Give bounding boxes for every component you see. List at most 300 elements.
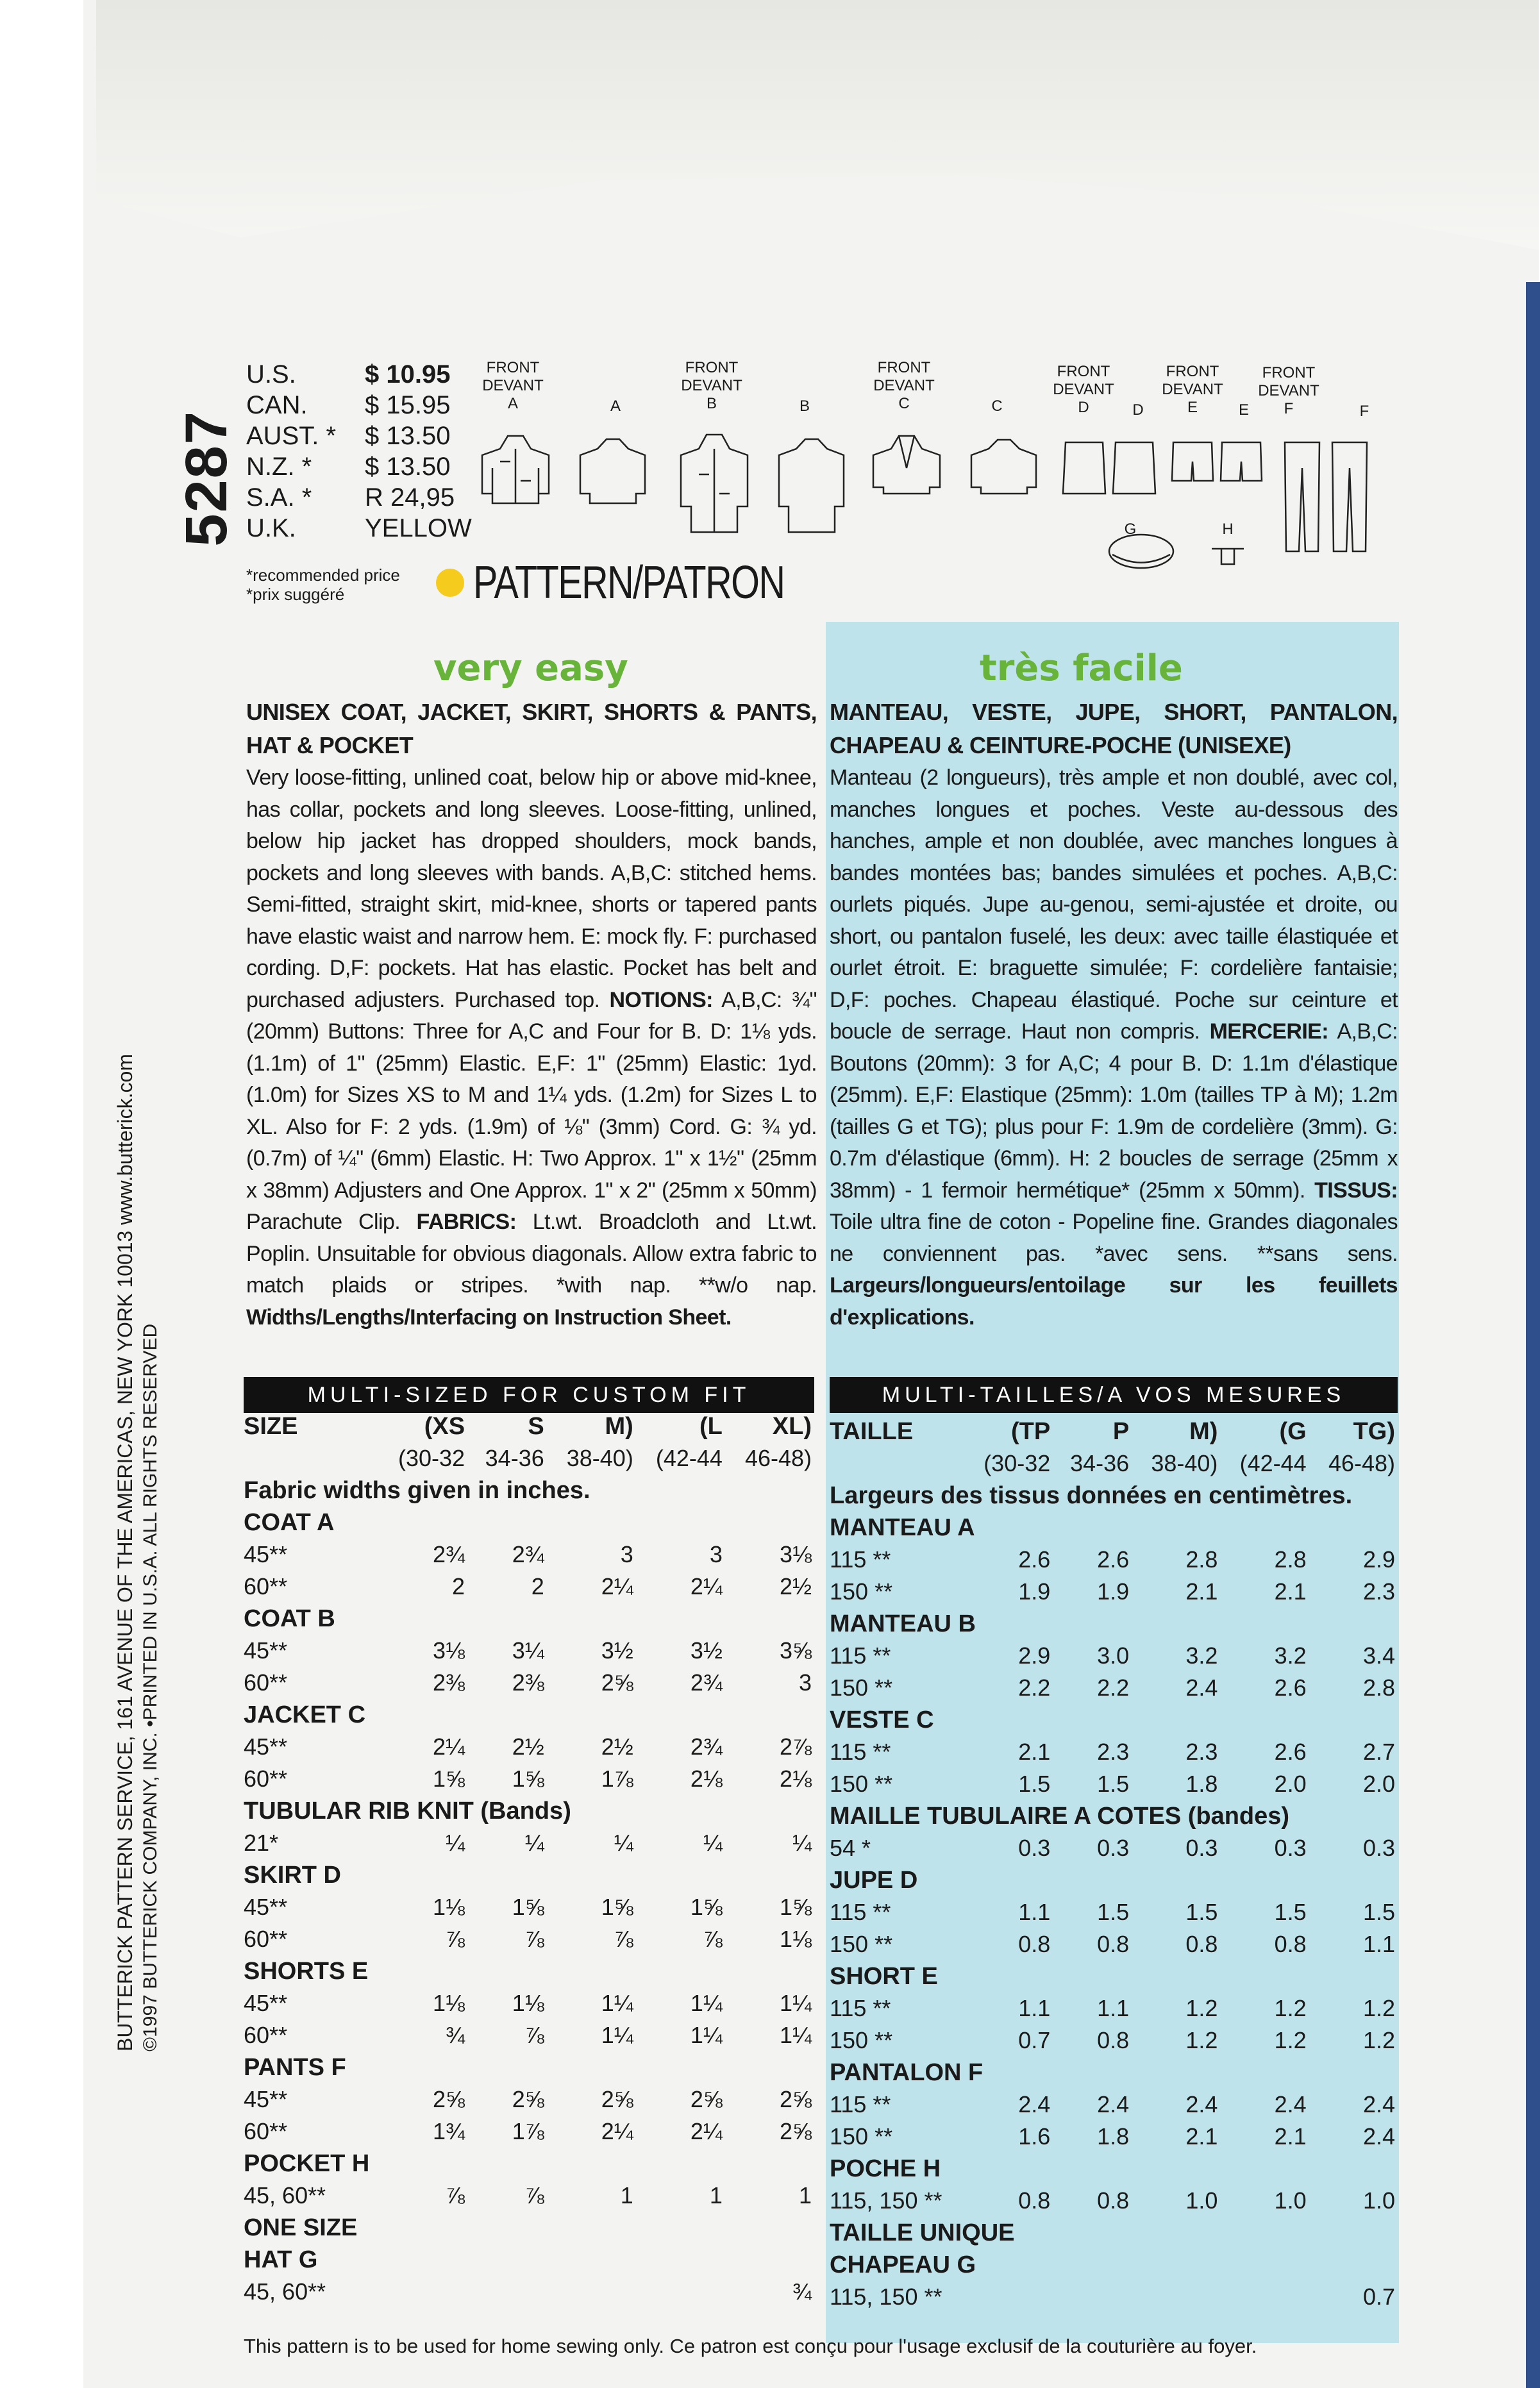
fabric-width: 45, 60**	[244, 2182, 326, 2208]
price-country: U.K.	[246, 514, 296, 542]
yardage-row	[244, 2019, 814, 2051]
yardage-value: 0.8	[1018, 2187, 1051, 2214]
yardage-value: 2.3	[1097, 1739, 1130, 1765]
yardage-value: 2.6	[1274, 1674, 1307, 1701]
fabric-width: 150 **	[830, 1578, 893, 1605]
skirt-d-front-icon	[1063, 442, 1105, 494]
view-label	[1326, 403, 1403, 421]
view-letter: E	[1187, 399, 1198, 416]
garment-group-row	[244, 1859, 814, 1891]
fabric-width: 45**	[244, 1894, 288, 1920]
yardage-value: 2⅝	[779, 2086, 812, 2112]
measure-cell: 46-48)	[744, 1445, 812, 1471]
description-en	[246, 696, 817, 1333]
garment-group-row	[830, 1800, 1398, 1832]
yardage-value	[547, 2276, 636, 2308]
yardage-value: 1.9	[1097, 1578, 1130, 1605]
yardage-value: 3.0	[1097, 1642, 1130, 1669]
yardage-value: 2¼	[601, 1573, 633, 1599]
view-label	[577, 397, 654, 415]
fabric-width: 60**	[244, 2118, 288, 2144]
yardage-value	[964, 2281, 1053, 2313]
view-label	[673, 359, 750, 413]
price-row	[246, 451, 472, 482]
yardage-row	[244, 1635, 814, 1667]
instructions-note-en: Widths/Lengths/Interfacing on Instruction Sheet.	[246, 1305, 732, 1330]
yardage-value: 2⅞	[779, 1733, 812, 1760]
yardage-row	[244, 1763, 814, 1795]
price-value: $ 15.95	[365, 391, 451, 419]
yardage-value	[636, 2276, 725, 2308]
yardage-row	[830, 1896, 1398, 1928]
yardage-value: 1¼	[690, 2022, 723, 2048]
yardage-value: 1.0	[1362, 2187, 1395, 2214]
yardage-row	[830, 1672, 1398, 1704]
notions-label-fr: MERCERIE:	[1209, 1019, 1328, 1044]
pocket-h-icon	[1212, 549, 1244, 564]
coat-b-front-icon	[681, 435, 748, 532]
yardage-value: 2.3	[1362, 1578, 1395, 1605]
garment-group-row	[830, 2153, 1398, 2185]
view-label	[866, 359, 942, 413]
fabric-width: 60**	[244, 1766, 288, 1792]
view-front-word: FRONT	[877, 359, 931, 376]
yardage-value: ¼	[524, 1830, 544, 1856]
publisher-info	[112, 372, 163, 2051]
yardage-value: ⅞	[524, 2182, 544, 2208]
yardage-row	[244, 1923, 814, 1955]
yardage-value: 1.5	[1185, 1899, 1218, 1925]
fabric-width: 60**	[244, 2022, 288, 2048]
yardage-value: 0.8	[1097, 1931, 1130, 1957]
yardage-value: 1.6	[1018, 2123, 1051, 2150]
yardage-value: 2.6	[1274, 1739, 1307, 1765]
price-row	[246, 359, 472, 390]
yardage-row	[244, 1571, 814, 1603]
fabric-width: 45**	[244, 1733, 288, 1760]
yardage-value: 3⅝	[779, 1637, 812, 1664]
yardage-value: 1¼	[601, 1990, 633, 2016]
yardage-value: 2.4	[1185, 2091, 1218, 2117]
notions-fr: A,B,C: Boutons (20mm): 3 for A,C; 4 pour B. D: 1.1m d'élastique (25mm). E,F: Elastique (25mm): 1.0m (tailles TP à M); 1.2m (tailles G et TG); plus pour F: 1.9m de cordelière (3mm). G: 0.7m d'élastique (6mm). H: 2 boucles de serrage (25mm x 38mm) - 1 fermoir hermétique* (25mm x 50mm).	[830, 1019, 1398, 1203]
size-cell: P	[1112, 1418, 1130, 1445]
fabrics-fr: Toile ultra fine de coton - Popeline fine. Grandes diagonales ne conviennent pas. *avec sens. **sans sens.	[830, 1210, 1398, 1266]
yardage-row	[830, 2025, 1398, 2057]
yardage-value: ¼	[703, 1830, 723, 1856]
view-label	[474, 359, 551, 413]
yardage-value: 1⅝	[601, 1894, 633, 1920]
yardage-value: 0.8	[1018, 1931, 1051, 1957]
view-letter: G	[1124, 521, 1137, 538]
yardage-value: 3½	[601, 1637, 633, 1664]
yardage-value: 2.1	[1185, 2123, 1218, 2150]
yardage-value: 0.7	[1362, 2284, 1395, 2310]
fabric-width: 150 **	[830, 2027, 893, 2053]
yardage-chart-fr	[830, 1415, 1398, 2313]
yardage-value: 1.2	[1362, 1995, 1395, 2021]
garment-name: HAT G	[244, 2246, 318, 2273]
yardage-value: 2¼	[690, 1573, 723, 1599]
garment-group-row	[244, 1507, 814, 1539]
yardage-value: 1¼	[690, 1990, 723, 2016]
coat-a-back-icon	[580, 439, 645, 503]
garment-group-row	[244, 1603, 814, 1635]
price-value: $ 13.50	[365, 422, 451, 450]
pants-f-back-icon	[1332, 442, 1367, 551]
yardage-value: 1.1	[1018, 1899, 1051, 1925]
yardage-row	[830, 1992, 1398, 2025]
garment-name: POCHE H	[830, 2155, 941, 2182]
view-letter: E	[1238, 401, 1249, 419]
yardage-value: 2⅛	[690, 1766, 723, 1792]
price-row	[246, 513, 472, 544]
yardage-value: 3⅛	[433, 1637, 465, 1664]
fabric-width: 150 **	[830, 1931, 893, 1957]
yardage-value: 1⅛	[779, 1926, 812, 1952]
size-cell: (G	[1279, 1418, 1307, 1445]
fabric-width: 45**	[244, 1990, 288, 2016]
measure-cell: (42-44	[1239, 1450, 1307, 1476]
yardage-value: 1.5	[1018, 1771, 1051, 1797]
price-value: $ 13.50	[365, 453, 451, 481]
garment-name: COAT B	[244, 1605, 335, 1632]
yardage-value: 2½	[601, 1733, 633, 1760]
fabric-width: 45, 60**	[244, 2278, 326, 2305]
yardage-value: 2.0	[1274, 1771, 1307, 1797]
measure-cell: (30-32	[398, 1445, 465, 1471]
yardage-value: 2.6	[1018, 1546, 1051, 1573]
yardage-value: 1⅝	[690, 1894, 723, 1920]
view-front-word: DEVANT	[482, 377, 544, 394]
yardage-row	[244, 2180, 814, 2212]
yardage-value: 1.2	[1362, 2027, 1395, 2053]
yardage-value: 3	[798, 1669, 812, 1696]
yardage-value: 2.1	[1185, 1578, 1218, 1605]
yardage-value	[1053, 2281, 1132, 2313]
fabric-width: 54 *	[830, 1835, 871, 1861]
measure-cell: 38-40)	[566, 1445, 633, 1471]
description-title-en: UNISEX COAT, JACKET, SKIRT, SHORTS & PANTS, HAT & POCKET	[246, 699, 817, 758]
garment-name: JACKET C	[244, 1701, 366, 1728]
size-cell: TG)	[1353, 1418, 1395, 1445]
description-body-fr: Manteau (2 longueurs), très ample et non doublé, avec col, manches longues et poches. Veste au-dessous des hanches, ample et non doublée, avec manches longues à bandes montées bas; bandes simulées et poches. A,B,C: ourlets piqués. Jupe au-genou, semi-ajustée et droite, ou short, ou pantalon fuselé, les deux: avec taille élastiquée et ourlet étroit. E: braguette simulée; F: cordelière fantaisie; D,F: poches. Chapeau élastiqué. Poche sur ceinture et boucle de serrage. Haut non compris.	[830, 765, 1398, 1044]
garment-group-row	[244, 1795, 814, 1827]
garment-name: MAILLE TUBULAIRE A COTES (bandes)	[830, 1803, 1290, 1830]
yardage-value: ¼	[446, 1830, 465, 1856]
width-note: Largeurs des tissus données en centimètres.	[830, 1482, 1353, 1509]
garment-name: TAILLE UNIQUE	[830, 2219, 1015, 2246]
yardage-value: 2¼	[690, 2118, 723, 2144]
yardage-row	[830, 2281, 1398, 2313]
hat-g-icon	[1109, 535, 1173, 568]
publisher-address: BUTTERICK PATTERN SERVICE, 161 AVENUE OF THE AMERICAS, NEW YORK 10013 www.butterick.com	[113, 1054, 137, 2051]
garment-group-row	[830, 1864, 1398, 1896]
yardage-value: 1.0	[1274, 2187, 1307, 2214]
fabric-width: 60**	[244, 1926, 288, 1952]
measure-spacer	[830, 1448, 964, 1480]
fabric-width: 45**	[244, 1637, 288, 1664]
garment-name: MANTEAU B	[830, 1610, 976, 1637]
measure-row	[244, 1442, 814, 1474]
fabric-width: 150 **	[830, 2123, 893, 2150]
yardage-value: 1⅝	[512, 1894, 544, 1920]
yardage-value: 2.7	[1362, 1739, 1395, 1765]
fabric-width: 115 **	[830, 2091, 891, 2117]
yardage-value: 1.8	[1097, 2123, 1130, 2150]
size-cell: M)	[605, 1413, 633, 1440]
skirt-d-back-icon	[1113, 442, 1155, 494]
yardage-row	[830, 1576, 1398, 1608]
yardage-row	[244, 2276, 814, 2308]
garment-group-row	[244, 2244, 814, 2276]
yardage-value: 1¼	[779, 2022, 812, 2048]
difficulty-heading-fr: très facile	[980, 647, 1183, 689]
size-cell: (XS	[424, 1413, 465, 1440]
yardage-value: 2⅝	[690, 2086, 723, 2112]
yardage-value: 2.2	[1018, 1674, 1051, 1701]
price-country: S.A. *	[246, 483, 312, 512]
measure-cell: (30-32	[983, 1450, 1051, 1476]
view-front-word: DEVANT	[873, 377, 935, 394]
yardage-value: 2.4	[1362, 2091, 1395, 2117]
chart-bar-fr: MULTI-TAILLES/A VOS MESURES	[830, 1377, 1398, 1413]
shorts-e-front-icon	[1172, 442, 1213, 481]
yardage-value: 0.8	[1097, 2027, 1130, 2053]
width-note-row	[244, 1474, 814, 1507]
yardage-row	[830, 2089, 1398, 2121]
garment-group-row	[830, 2249, 1398, 2281]
yardage-row	[244, 1891, 814, 1923]
fabric-width: 115 **	[830, 1995, 891, 2021]
difficulty-heading-en: very easy	[433, 647, 628, 689]
yardage-value: 1¼	[601, 2022, 633, 2048]
yardage-value: 1⅞	[512, 2118, 544, 2144]
yardage-chart-en	[244, 1410, 814, 2308]
garment-name: SHORTS E	[244, 1958, 369, 1985]
yardage-value: 1⅝	[512, 1766, 544, 1792]
yardage-value: 0.8	[1274, 1931, 1307, 1957]
width-note-row	[830, 1480, 1398, 1512]
yardage-value: 0.3	[1274, 1835, 1307, 1861]
fabric-width: 115 **	[830, 1642, 891, 1669]
price-country: N.Z. *	[246, 453, 312, 481]
yardage-value: 1⅛	[512, 1990, 544, 2016]
yardage-value: 1.0	[1185, 2187, 1218, 2214]
view-front-word: FRONT	[1057, 363, 1110, 380]
yardage-value: 2⅝	[779, 2118, 812, 2144]
yardage-value: 1⅛	[433, 1894, 465, 1920]
yardage-value: 2.1	[1018, 1739, 1051, 1765]
measure-cell: 34-36	[1070, 1450, 1130, 1476]
yardage-value: 1¼	[779, 1990, 812, 2016]
yardage-value: 2¾	[690, 1733, 723, 1760]
view-label	[1189, 521, 1266, 539]
price-list	[246, 359, 472, 544]
yardage-value: 2.2	[1097, 1674, 1130, 1701]
garment-group-row	[244, 2148, 814, 2180]
yardage-value: ⅞	[703, 1926, 723, 1952]
price-note-en: *recommended price	[246, 565, 400, 585]
yardage-value: ¾	[792, 2278, 812, 2305]
yardage-value: ¼	[614, 1830, 633, 1856]
yardage-value: 1	[798, 2182, 812, 2208]
price-value: YELLOW	[365, 514, 472, 542]
yardage-value: 2⅝	[601, 2086, 633, 2112]
yardage-value: 2	[531, 1573, 544, 1599]
view-letter: C	[898, 395, 910, 412]
price-notes	[246, 565, 400, 604]
price-country: U.S.	[246, 360, 296, 388]
yardage-value: 1⅛	[433, 1990, 465, 2016]
yardage-value: 1⅝	[433, 1766, 465, 1792]
yardage-value: 1	[620, 2182, 633, 2208]
envelope-edge	[1526, 282, 1540, 2388]
yardage-value: 3	[620, 1541, 633, 1567]
yardage-value: 1⅞	[601, 1766, 633, 1792]
yardage-value: 1¾	[433, 2118, 465, 2144]
view-letter: C	[991, 397, 1003, 415]
yardage-value: 2⅝	[601, 1669, 633, 1696]
yellow-dot-icon	[436, 569, 464, 597]
yardage-value: ⅞	[524, 1926, 544, 1952]
yardage-value: 0.8	[1097, 2187, 1130, 2214]
yardage-value: 2¼	[601, 2118, 633, 2144]
view-label	[1092, 521, 1169, 539]
yardage-value: 2⅝	[433, 2086, 465, 2112]
width-note: Fabric widths given in inches.	[244, 1477, 590, 1504]
yardage-value: 2¼	[433, 1733, 465, 1760]
yardage-value: 2¾	[433, 1541, 465, 1567]
yardage-value: 0.8	[1185, 1931, 1218, 1957]
yardage-value	[467, 2276, 547, 2308]
yardage-row	[830, 1768, 1398, 1800]
yardage-row	[244, 2116, 814, 2148]
garment-name: COAT A	[244, 1509, 335, 1536]
yardage-value: 2¾	[512, 1541, 544, 1567]
yardage-row	[244, 1539, 814, 1571]
yardage-value: 2.8	[1362, 1674, 1395, 1701]
measure-row	[830, 1448, 1398, 1480]
yardage-row	[830, 1928, 1398, 1960]
view-label	[1250, 364, 1327, 418]
pants-f-front-icon	[1285, 442, 1319, 551]
jacket-c-back-icon	[971, 440, 1036, 494]
fabric-width: 150 **	[830, 1674, 893, 1701]
fabric-width: 115, 150 **	[830, 2284, 942, 2310]
view-label	[958, 397, 1035, 415]
yardage-value: 2.9	[1362, 1546, 1395, 1573]
yardage-value: 1.2	[1274, 1995, 1307, 2021]
view-front-word: FRONT	[1262, 364, 1316, 381]
measure-cell: 46-48)	[1328, 1450, 1395, 1476]
garment-group-row	[244, 2051, 814, 2083]
view-front-word: DEVANT	[1053, 381, 1114, 398]
garment-group-row	[830, 1608, 1398, 1640]
garment-name: JUPE D	[830, 1867, 918, 1894]
yardage-value: 1.8	[1185, 1771, 1218, 1797]
yardage-value: 1.2	[1185, 2027, 1218, 2053]
yardage-value: 1⅝	[779, 1894, 812, 1920]
yardage-value: 0.3	[1097, 1835, 1130, 1861]
price-note-fr: *prix suggéré	[246, 585, 345, 604]
view-letter: F	[1359, 403, 1369, 420]
garment-name: CHAPEAU G	[830, 2251, 976, 2278]
yardage-value: 0.3	[1362, 1835, 1395, 1861]
yardage-value: 2½	[512, 1733, 544, 1760]
yardage-value: 2.4	[1018, 2091, 1051, 2117]
description-body-en: Very loose-fitting, unlined coat, below hip or above mid-knee, has collar, pockets and long sleeves. Loose-fitting, unlined, below hip jacket has dropped shoulders, mock bands, pockets and long sleeves with bands. A,B,C: stitched hems. Semi-fitted, straight skirt, mid-knee, shorts or tapered pants have elastic waist and narrow hem. E: mock fly. F: purchased cording. D,F: pockets. Hat has elastic. Pocket has belt and purchased adjusters. Purchased top.	[246, 765, 817, 1012]
pattern-label: PATTERN/PATRON	[473, 557, 785, 608]
yardage-value: 2⅝	[512, 2086, 544, 2112]
yardage-value: 2.0	[1362, 1771, 1395, 1797]
view-label	[766, 397, 843, 415]
yardage-value: 2.3	[1185, 1739, 1218, 1765]
yardage-row	[244, 1731, 814, 1763]
yardage-value: 1.5	[1097, 1899, 1130, 1925]
measure-spacer	[244, 1442, 378, 1474]
view-front-word: DEVANT	[1162, 381, 1223, 398]
yardage-value: 1.5	[1362, 1899, 1395, 1925]
yardage-row	[830, 2121, 1398, 2153]
size-header-row	[244, 1410, 814, 1442]
garment-group-row	[830, 2217, 1398, 2249]
yardage-row	[244, 1987, 814, 2019]
notions-en: A,B,C: ¾" (20mm) Buttons: Three for A,C and Four for B. D: 1⅛ yds. (1.1m) of 1" (25mm) Elastic. E,F: 1" (25mm) Elastic: 1yd. (1.0m) for Sizes XS to M and 1¼ yds. (1.2m) for Sizes L to XL. Also for F: 2 yds. (1.9m) of ⅛" (3mm) Cord. G: ¾ yd. (0.7m) of ¼" (6mm) Elastic. H: Two Approx. 1" x 1½" (25mm x 38mm) Adjusters and One Approx. 1" x 2" (25mm x 50mm) Parachute Clip.	[246, 987, 817, 1234]
measure-cell: 34-36	[485, 1445, 544, 1471]
yardage-value: 1.5	[1097, 1771, 1130, 1797]
footer-note: This pattern is to be used for home sewing only. Ce patron est conçu pour l'usage exclusif de la couturière au foyer.	[244, 2335, 1257, 2357]
fabric-width: 60**	[244, 1669, 288, 1696]
price-row	[246, 390, 472, 421]
view-front-word: DEVANT	[1258, 382, 1319, 399]
yardage-value: ⅞	[446, 1926, 465, 1952]
fabrics-en: Lt.wt. Broadcloth and Lt.wt. Poplin. Unsuitable for obvious diagonals. Allow extra fabric to match plaids or stripes. *with nap. **w/o nap.	[246, 1210, 817, 1298]
fabric-width: 115 **	[830, 1546, 891, 1573]
garment-name: MANTEAU A	[830, 1514, 975, 1541]
yardage-row	[244, 1667, 814, 1699]
yardage-value: ¾	[446, 2022, 465, 2048]
view-front-word: FRONT	[685, 359, 739, 376]
size-cell: (L	[699, 1413, 723, 1440]
yardage-row	[830, 1736, 1398, 1768]
yardage-value: 1.2	[1274, 2027, 1307, 2053]
yardage-value: 3.2	[1274, 1642, 1307, 1669]
garment-name: SKIRT D	[244, 1862, 341, 1889]
yardage-value: 2⅜	[512, 1669, 544, 1696]
coat-a-front-icon	[482, 436, 549, 503]
copyright-line: ©1997 BUTTERICK COMPANY, INC. •PRINTED IN U.S.A. ALL RIGHTS RESERVED	[140, 1323, 161, 2051]
fabric-width: 150 **	[830, 1771, 893, 1797]
yardage-row	[244, 2083, 814, 2116]
yardage-value: ¼	[792, 1830, 812, 1856]
yardage-value: 2.1	[1274, 1578, 1307, 1605]
yardage-value: 3¼	[512, 1637, 544, 1664]
garment-group-row	[830, 1704, 1398, 1736]
size-cell: S	[528, 1413, 544, 1440]
price-value: R 24,95	[365, 483, 455, 512]
yardage-value: ⅞	[524, 2022, 544, 2048]
yardage-value: ⅞	[614, 1926, 633, 1952]
yardage-value: 1.2	[1185, 1995, 1218, 2021]
description-fr	[830, 696, 1398, 1333]
yardage-value: 1.5	[1274, 1899, 1307, 1925]
yardage-value: 2⅜	[433, 1669, 465, 1696]
garment-name: PANTALON F	[830, 2059, 983, 2086]
yardage-row	[830, 2185, 1398, 2217]
yardage-value: 2.9	[1018, 1642, 1051, 1669]
yardage-value: 2.4	[1097, 2091, 1130, 2117]
garment-group-row	[244, 1955, 814, 1987]
